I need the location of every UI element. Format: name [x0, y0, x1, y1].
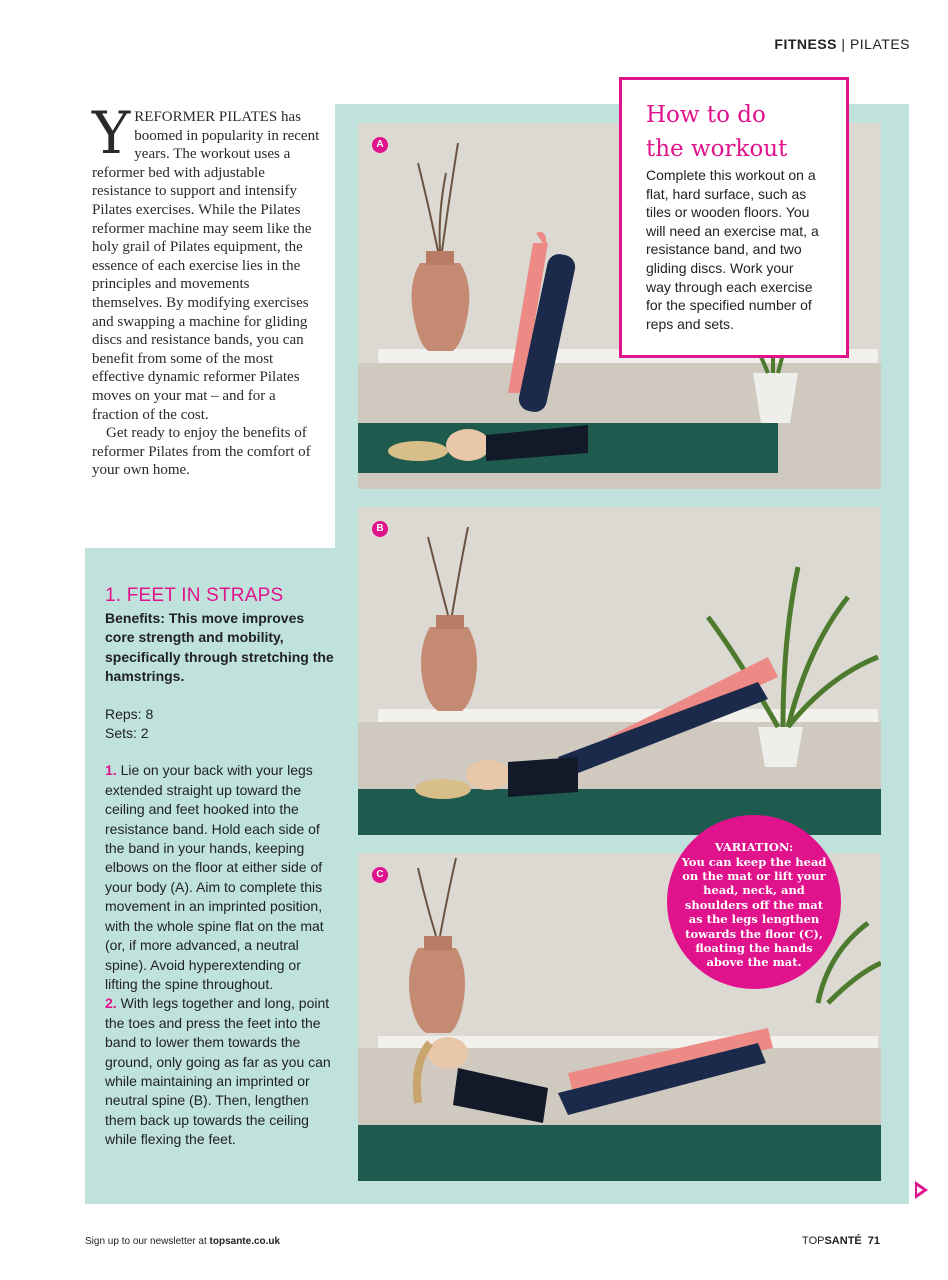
how-to-title-line-2: the workout	[646, 136, 788, 162]
intro-paragraph-2: Get ready to enjoy the benefits of reformer Pilates from the comfort of your own home.	[92, 425, 311, 479]
photo-b-label: B	[372, 521, 388, 537]
variation-callout	[667, 815, 841, 989]
header-category: PILATES	[849, 36, 910, 52]
footer-newsletter-link[interactable]: topsante.co.uk	[209, 1236, 281, 1247]
header-separator: |	[837, 36, 850, 52]
step-2-number: 2.	[105, 995, 117, 1012]
exercise-steps	[105, 761, 337, 1149]
step-1-text: Lie on your back with your legs extended straight up toward the ceiling and feet hooked into the resistance band. Hold each side of the band in your hands, keeping elbows on the floor at either side of your body (A). Aim to complete this movement in an imprinted position, with the whole spine flat on the mat (or, if more advanced, a neutral spine). Avoid hyperextending or lifting the spine throughout.	[105, 762, 324, 992]
how-to-title-line-1: How to do	[646, 102, 766, 128]
exercise-title: 1. FEET IN STRAPS	[105, 585, 284, 606]
exercise-benefits: Benefits: This move improves core strength and mobility, specifically through stretching the hamstrings.	[105, 610, 334, 685]
step-2-text: With legs together and long, point the toes and press the feet into the band to lower them towards the ground, only going as far as you can while maintaining an imprinted or neutral spine (B). Then, lengthen them back up towards the ceiling while flexing the feet.	[105, 995, 331, 1148]
variation-title: VARIATION:	[714, 840, 794, 855]
intro-body: has boomed in popularity in recent years. The workout uses a reformer bed with adjustable resistance to support and intensify Pilates exercises. While the Pilates reformer machine may seem like the holy grail of Pilates equipment, the essence of each exercise lies in the principles and movements themselves. By modifying exercises and swapping a machine for gliding discs and resistance bands, you can benefit from some of the most effective dynamic reformer Pilates moves on your mat – and for a fraction of the cost.	[92, 109, 320, 423]
footer-newsletter-text: Sign up to our newsletter at	[85, 1236, 210, 1247]
intro-lead: REFORMER PILATES	[134, 109, 278, 125]
page-number: 71	[867, 1235, 880, 1247]
footer-newsletter	[85, 1236, 280, 1247]
reps-sets	[105, 705, 337, 744]
next-page-arrow-icon	[915, 1181, 928, 1199]
footer-brand-bold: SANTÉ	[824, 1235, 862, 1247]
sets: Sets: 2	[105, 725, 149, 742]
photo-b-illustration	[358, 507, 881, 835]
how-to-body: Complete this workout on a flat, hard surface, such as tiles or wooden floors. You will need an exercise mat, a resistance band, and two gliding discs. Work your way through each exercise for the specified number of reps and sets.	[646, 167, 819, 332]
step-1-number: 1.	[105, 762, 117, 779]
photo-c-label: C	[372, 867, 388, 883]
step-1	[105, 761, 337, 994]
photo-a-label: A	[372, 137, 388, 153]
header-section: FITNESS	[774, 36, 838, 52]
variation-body: You can keep the head on the mat or lift your head, neck, and shoulders off the mat as the legs lengthen towards the floor (C), floating the hands above the mat.	[681, 854, 827, 970]
footer-folio	[802, 1235, 880, 1247]
exercise-section	[105, 585, 337, 1150]
intro-text	[92, 99, 322, 480]
reps: Reps: 8	[105, 705, 154, 722]
footer-brand-light: TOP	[802, 1235, 825, 1247]
intro-paragraph-1	[92, 99, 322, 424]
step-2	[105, 994, 337, 1149]
photo-b	[358, 507, 881, 835]
drop-cap: Y	[92, 99, 131, 167]
how-to-title	[646, 98, 822, 166]
section-header	[774, 36, 910, 52]
how-to-box	[619, 77, 849, 358]
